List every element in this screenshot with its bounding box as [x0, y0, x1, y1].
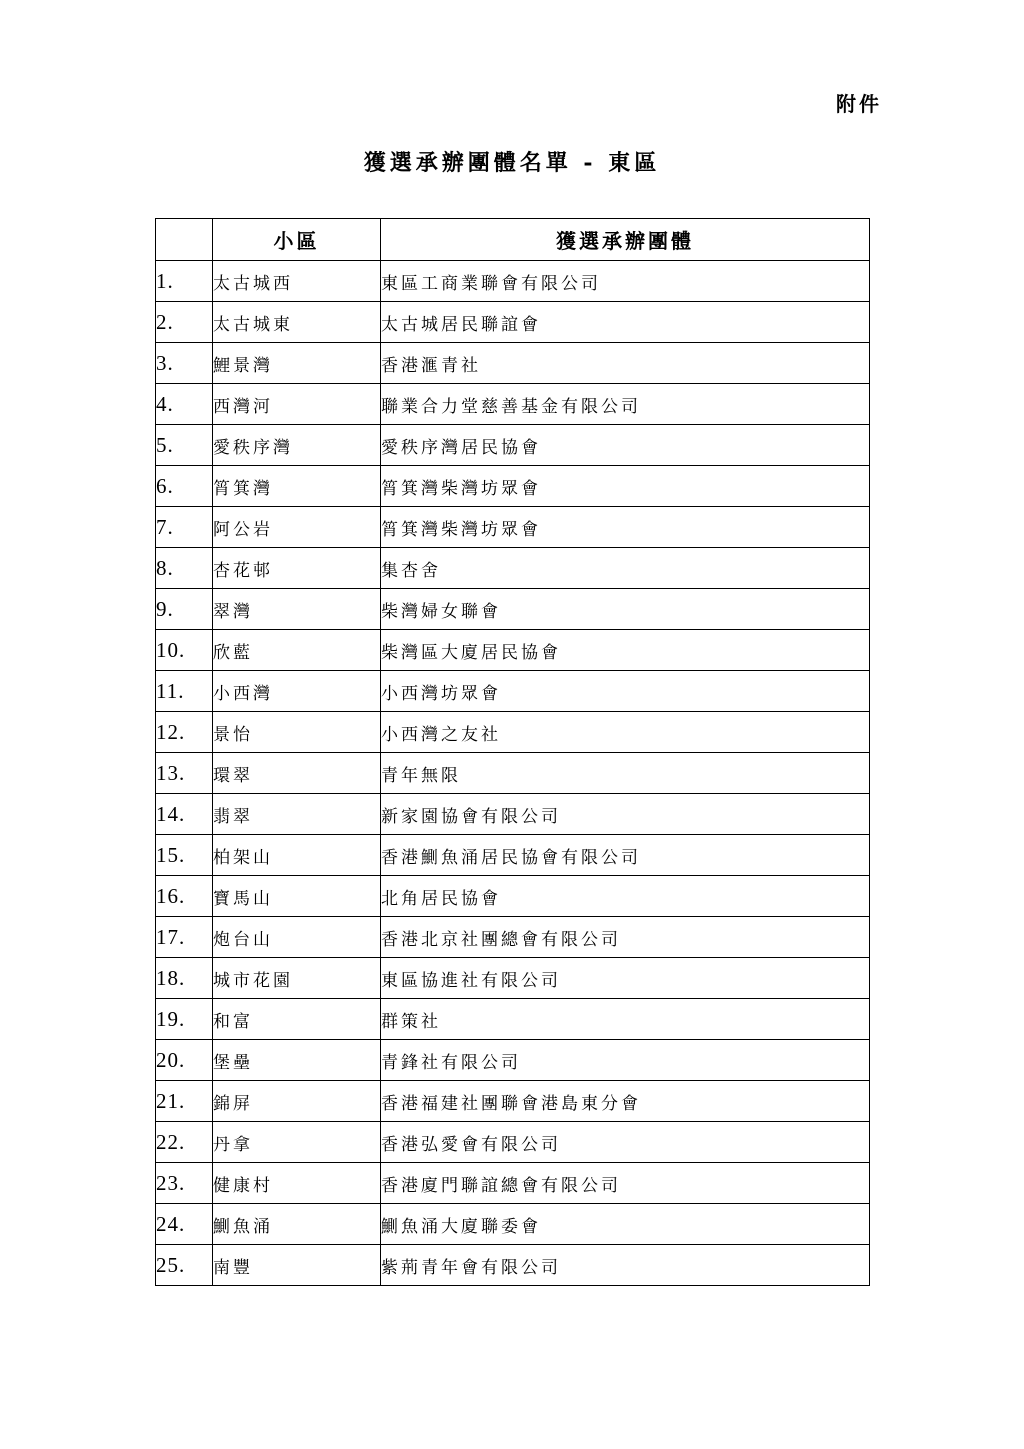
organisation-cell: 紫荊青年會有限公司	[381, 1245, 870, 1286]
organisation-cell: 青年無限	[381, 753, 870, 794]
organisation-cell: 柴灣婦女聯會	[381, 589, 870, 630]
row-number: 18.	[156, 958, 213, 999]
table-row	[156, 753, 870, 794]
table-row	[156, 507, 870, 548]
organisation-cell: 筲箕灣柴灣坊眾會	[381, 466, 870, 507]
district-cell: 城市花園	[213, 958, 381, 999]
district-cell: 杏花邨	[213, 548, 381, 589]
table-row	[156, 1081, 870, 1122]
organisation-cell: 香港鰂魚涌居民協會有限公司	[381, 835, 870, 876]
organisation-cell: 小西灣之友社	[381, 712, 870, 753]
row-number: 2.	[156, 302, 213, 343]
table-row	[156, 302, 870, 343]
row-number: 19.	[156, 999, 213, 1040]
district-cell: 柏架山	[213, 835, 381, 876]
row-number: 23.	[156, 1163, 213, 1204]
table-row	[156, 712, 870, 753]
table-row	[156, 1040, 870, 1081]
table-row	[156, 794, 870, 835]
organisation-cell: 香港廈門聯誼總會有限公司	[381, 1163, 870, 1204]
table-row	[156, 876, 870, 917]
district-cell: 欣藍	[213, 630, 381, 671]
row-number: 9.	[156, 589, 213, 630]
row-number: 13.	[156, 753, 213, 794]
district-cell: 健康村	[213, 1163, 381, 1204]
row-number: 20.	[156, 1040, 213, 1081]
table-row	[156, 466, 870, 507]
row-number: 4.	[156, 384, 213, 425]
header-district: 小區	[213, 219, 381, 261]
row-number: 24.	[156, 1204, 213, 1245]
organisation-cell: 香港北京社團總會有限公司	[381, 917, 870, 958]
district-cell: 南豐	[213, 1245, 381, 1286]
table-row	[156, 999, 870, 1040]
table-row	[156, 1204, 870, 1245]
district-cell: 翡翠	[213, 794, 381, 835]
organisation-table	[155, 218, 870, 1286]
district-cell: 鯉景灣	[213, 343, 381, 384]
table-row	[156, 630, 870, 671]
organisation-cell: 新家園協會有限公司	[381, 794, 870, 835]
table-row	[156, 261, 870, 302]
district-cell: 西灣河	[213, 384, 381, 425]
row-number: 17.	[156, 917, 213, 958]
organisation-cell: 集杏舍	[381, 548, 870, 589]
district-cell: 丹拿	[213, 1122, 381, 1163]
organisation-cell: 香港福建社團聯會港島東分會	[381, 1081, 870, 1122]
organisation-cell: 群策社	[381, 999, 870, 1040]
district-cell: 筲箕灣	[213, 466, 381, 507]
row-number: 12.	[156, 712, 213, 753]
district-cell: 寶馬山	[213, 876, 381, 917]
organisation-cell: 東區工商業聯會有限公司	[381, 261, 870, 302]
page-title: 獲選承辦團體名單 - 東區	[363, 150, 661, 176]
organisation-cell: 筲箕灣柴灣坊眾會	[381, 507, 870, 548]
organisation-cell: 鰂魚涌大廈聯委會	[381, 1204, 870, 1245]
organisation-cell: 青鋒社有限公司	[381, 1040, 870, 1081]
district-cell: 環翠	[213, 753, 381, 794]
row-number: 11.	[156, 671, 213, 712]
table-row	[156, 425, 870, 466]
row-number: 6.	[156, 466, 213, 507]
row-number: 21.	[156, 1081, 213, 1122]
table-row	[156, 1163, 870, 1204]
organisation-cell: 小西灣坊眾會	[381, 671, 870, 712]
district-cell: 堡壘	[213, 1040, 381, 1081]
organisation-cell: 北角居民協會	[381, 876, 870, 917]
table-header-row	[156, 219, 870, 261]
row-number: 14.	[156, 794, 213, 835]
row-number: 8.	[156, 548, 213, 589]
row-number: 1.	[156, 261, 213, 302]
district-cell: 太古城東	[213, 302, 381, 343]
organisation-cell: 香港滙青社	[381, 343, 870, 384]
district-cell: 景怡	[213, 712, 381, 753]
organisation-cell: 聯業合力堂慈善基金有限公司	[381, 384, 870, 425]
row-number: 3.	[156, 343, 213, 384]
district-cell: 和富	[213, 999, 381, 1040]
table-row	[156, 384, 870, 425]
table-row	[156, 917, 870, 958]
district-cell: 炮台山	[213, 917, 381, 958]
district-cell: 小西灣	[213, 671, 381, 712]
district-cell: 鰂魚涌	[213, 1204, 381, 1245]
row-number: 10.	[156, 630, 213, 671]
table-row	[156, 1122, 870, 1163]
district-cell: 愛秩序灣	[213, 425, 381, 466]
district-cell: 阿公岩	[213, 507, 381, 548]
header-number	[156, 219, 213, 261]
row-number: 25.	[156, 1245, 213, 1286]
table-row	[156, 1245, 870, 1286]
table-row	[156, 589, 870, 630]
annex-label: 附件	[836, 92, 882, 116]
table-row	[156, 671, 870, 712]
organisation-cell: 東區協進社有限公司	[381, 958, 870, 999]
table-row	[156, 835, 870, 876]
district-cell: 太古城西	[213, 261, 381, 302]
row-number: 16.	[156, 876, 213, 917]
row-number: 7.	[156, 507, 213, 548]
table-row	[156, 958, 870, 999]
table-row	[156, 343, 870, 384]
organisation-cell: 香港弘愛會有限公司	[381, 1122, 870, 1163]
organisation-cell: 柴灣區大廈居民協會	[381, 630, 870, 671]
table-row	[156, 548, 870, 589]
district-cell: 翠灣	[213, 589, 381, 630]
row-number: 15.	[156, 835, 213, 876]
row-number: 5.	[156, 425, 213, 466]
header-organisation: 獲選承辦團體	[381, 219, 870, 261]
district-cell: 錦屏	[213, 1081, 381, 1122]
organisation-cell: 愛秩序灣居民協會	[381, 425, 870, 466]
row-number: 22.	[156, 1122, 213, 1163]
organisation-cell: 太古城居民聯誼會	[381, 302, 870, 343]
table-body	[156, 261, 870, 1286]
